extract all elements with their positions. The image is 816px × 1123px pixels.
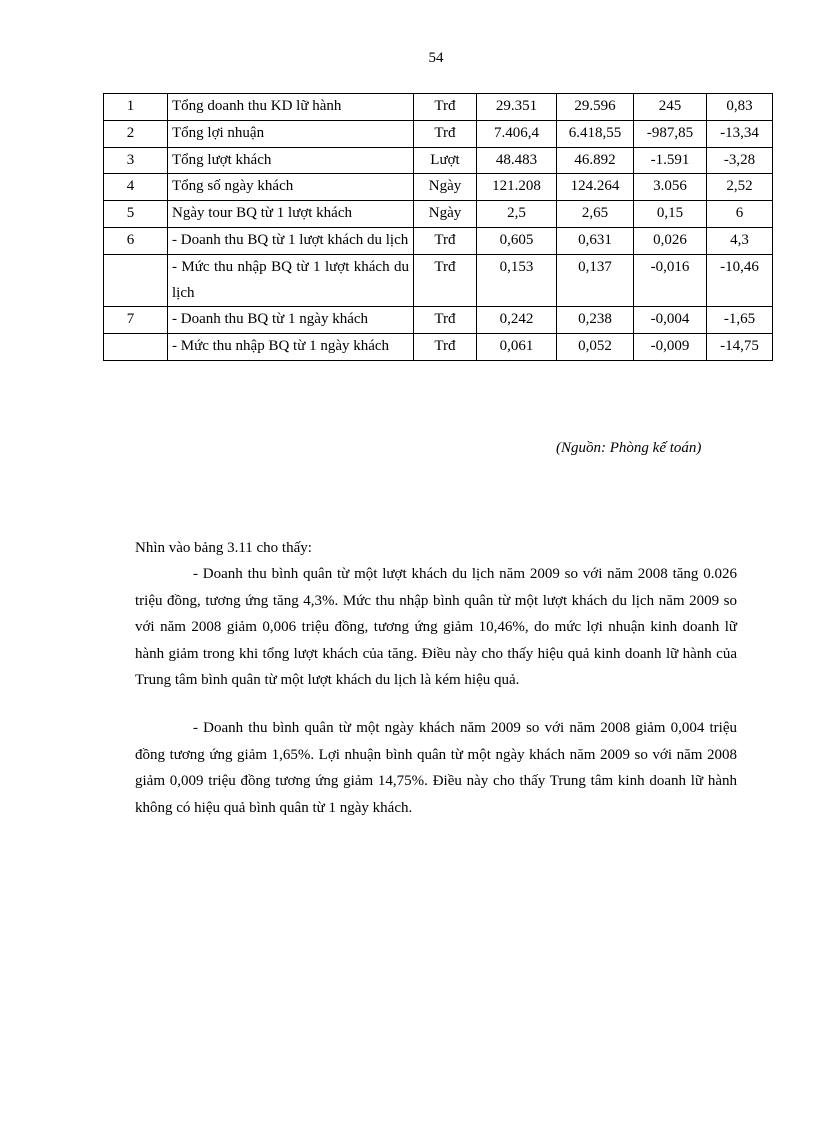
table-row xyxy=(104,201,773,228)
stt-cell: 5 xyxy=(104,201,168,228)
unit-cell: Trđ xyxy=(414,227,477,254)
item-cell: - Doanh thu BQ từ 1 lượt khách du lịch xyxy=(168,227,414,254)
value-2008-cell: 0,061 xyxy=(477,334,557,361)
percent-cell: 2,52 xyxy=(707,174,773,201)
percent-cell: -13,34 xyxy=(707,120,773,147)
table-row xyxy=(104,174,773,201)
table-row xyxy=(104,334,773,361)
difference-cell: -0,016 xyxy=(634,254,707,307)
value-2009-cell: 0,238 xyxy=(557,307,634,334)
percent-cell: -3,28 xyxy=(707,147,773,174)
stt-cell: 1 xyxy=(104,94,168,121)
value-2008-cell: 0,153 xyxy=(477,254,557,307)
difference-cell: 245 xyxy=(634,94,707,121)
value-2008-cell: 0,605 xyxy=(477,227,557,254)
table-row xyxy=(104,147,773,174)
value-2009-cell: 6.418,55 xyxy=(557,120,634,147)
value-2009-cell: 0,052 xyxy=(557,334,634,361)
value-2008-cell: 0,242 xyxy=(477,307,557,334)
stt-cell xyxy=(104,254,168,307)
difference-cell: 0,15 xyxy=(634,201,707,228)
percent-cell: -14,75 xyxy=(707,334,773,361)
percent-cell: 6 xyxy=(707,201,773,228)
table-row xyxy=(104,254,773,307)
unit-cell: Lượt xyxy=(414,147,477,174)
value-2008-cell: 48.483 xyxy=(477,147,557,174)
item-cell: - Mức thu nhập BQ từ 1 ngày khách xyxy=(168,334,414,361)
item-cell: Tổng lượt khách xyxy=(168,147,414,174)
table-row xyxy=(104,307,773,334)
unit-cell: Ngày xyxy=(414,201,477,228)
difference-cell: 3.056 xyxy=(634,174,707,201)
difference-cell: 0,026 xyxy=(634,227,707,254)
difference-cell: -0,004 xyxy=(634,307,707,334)
source-note: (Nguồn: Phòng kế toán) xyxy=(556,440,702,456)
value-2009-cell: 124.264 xyxy=(557,174,634,201)
paragraph-revenue-per-visitor: - Doanh thu bình quân từ một lượt khách du lịch năm 2009 so với năm 2008 tăng 0.026 triệu đồng, tương ứng tăng 4,3%. Mức thu nhập bình quân từ một lượt khách du lịch năm 2009 so với năm 2008 giảm 0,006 triệu đồng, tương ứng giảm 10,46%, do mức lợi nhuận kinh doanh lữ hành giảm trong khi tổng lượt khách của tăng. Điều này cho thấy hiệu quả kinh doanh lữ hành của Trung tâm bình quân từ một lượt khách du lịch là kém hiệu quả. xyxy=(135,566,737,688)
difference-cell: -0,009 xyxy=(634,334,707,361)
item-cell: Tổng doanh thu KD lữ hành xyxy=(168,94,414,121)
percent-cell: -10,46 xyxy=(707,254,773,307)
table-row xyxy=(104,120,773,147)
value-2009-cell: 46.892 xyxy=(557,147,634,174)
difference-cell: -987,85 xyxy=(634,120,707,147)
value-2009-cell: 0,137 xyxy=(557,254,634,307)
value-2009-cell: 29.596 xyxy=(557,94,634,121)
value-2009-cell: 2,65 xyxy=(557,201,634,228)
stt-cell: 6 xyxy=(104,227,168,254)
unit-cell: Ngày xyxy=(414,174,477,201)
stt-cell: 7 xyxy=(104,307,168,334)
value-2009-cell: 0,631 xyxy=(557,227,634,254)
page-number: 54 xyxy=(428,50,444,66)
unit-cell: Trđ xyxy=(414,120,477,147)
paragraph-revenue-per-day: - Doanh thu bình quân từ một ngày khách năm 2009 so với năm 2008 giảm 0,004 triệu đồng tương ứng giảm 1,65%. Lợi nhuận bình quân từ một ngày khách năm 2009 so với năm 2008 giảm 0,009 triệu đồng tương ứng giảm 14,75%. Điều này cho thấy Trung tâm kinh doanh lữ hành không có hiệu quả bình quân từ 1 ngày khách. xyxy=(135,720,737,816)
intro-text: Nhìn vào bảng 3.11 cho thấy: xyxy=(135,540,312,556)
item-cell: Tổng lợi nhuận xyxy=(168,120,414,147)
stt-cell: 4 xyxy=(104,174,168,201)
table-row xyxy=(104,227,773,254)
data-table xyxy=(103,93,773,361)
unit-cell: Trđ xyxy=(414,307,477,334)
stt-cell: 2 xyxy=(104,120,168,147)
value-2008-cell: 121.208 xyxy=(477,174,557,201)
table-row xyxy=(104,94,773,121)
difference-cell: -1.591 xyxy=(634,147,707,174)
stt-cell xyxy=(104,334,168,361)
percent-cell: 0,83 xyxy=(707,94,773,121)
value-2008-cell: 7.406,4 xyxy=(477,120,557,147)
percent-cell: -1,65 xyxy=(707,307,773,334)
value-2008-cell: 2,5 xyxy=(477,201,557,228)
stt-cell: 3 xyxy=(104,147,168,174)
item-cell: Tổng số ngày khách xyxy=(168,174,414,201)
item-cell: Ngày tour BQ từ 1 lượt khách xyxy=(168,201,414,228)
unit-cell: Trđ xyxy=(414,94,477,121)
item-cell: - Doanh thu BQ từ 1 ngày khách xyxy=(168,307,414,334)
unit-cell: Trđ xyxy=(414,254,477,307)
value-2008-cell: 29.351 xyxy=(477,94,557,121)
percent-cell: 4,3 xyxy=(707,227,773,254)
item-cell: - Mức thu nhập BQ từ 1 lượt khách du lịch xyxy=(168,254,414,307)
unit-cell: Trđ xyxy=(414,334,477,361)
